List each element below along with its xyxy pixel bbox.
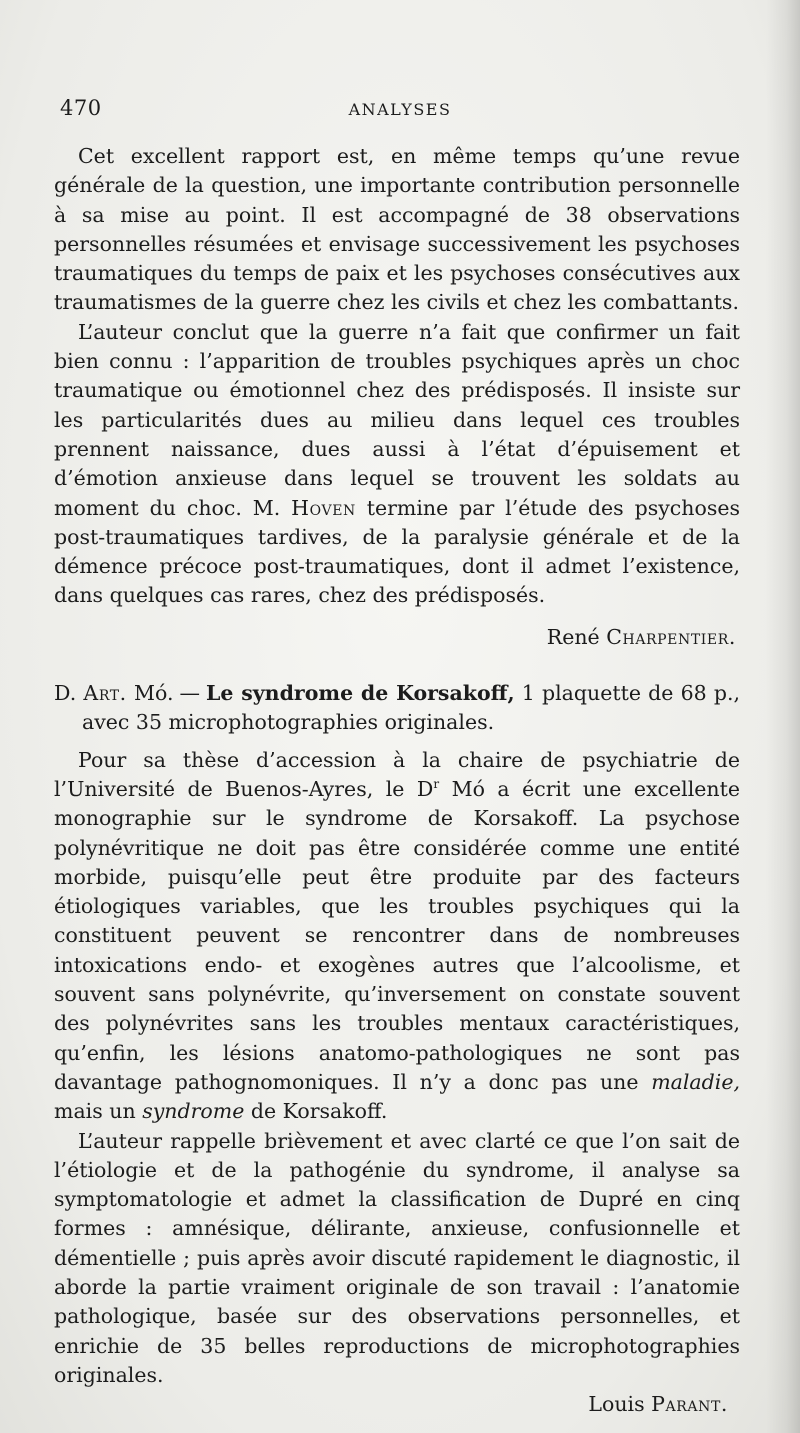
entry-title: Le syndrome de Korsakoff, xyxy=(205,681,515,706)
review-1-paragraph-2 xyxy=(54,318,740,611)
review-2-signature xyxy=(54,1390,740,1419)
author-name-hoven: Hoven xyxy=(291,495,356,520)
entry-details: 1 plaquette de 68 p., avec 35 microphotographies originales. xyxy=(82,681,740,735)
reviewer-first-name: Louis xyxy=(588,1392,645,1417)
review-2-text-d: de Korsakoff. xyxy=(244,1099,388,1124)
reviewer-last-name: Charpentier. xyxy=(606,624,736,649)
entry-initial: D. xyxy=(54,681,77,706)
spacer xyxy=(54,738,740,746)
running-head: ANALYSES xyxy=(348,100,452,119)
entry-author-last: Mó. xyxy=(133,681,174,706)
reviewer-last-name: Parant. xyxy=(651,1392,728,1417)
review-2-text-a: Pour sa thèse d’accession à la chaire de psychiatrie de l’Université de Buenos-Ayres, le D xyxy=(54,747,740,801)
spacer xyxy=(54,652,740,679)
page-number: 470 xyxy=(60,96,102,120)
doctor-abbrev-superscript: r xyxy=(433,776,440,791)
review-1-paragraph-2-start: L’auteur conclut que la guerre n’a fait que confirmer un fait bien connu : l’apparition de troubles psychiques après un choc traumatique ou émotionnel chez des prédisposés. Il insiste sur les particularités dues au milieu dans lequel ces troubles prennent naissance, dues aussi à l’état d’épuisement et d’émotion anxieuse dans lequel se trouvent les soldats au moment du choc. M. xyxy=(54,319,740,520)
bibliographic-entry xyxy=(54,679,740,738)
reviewer-first-name: René xyxy=(546,624,600,649)
page-header xyxy=(60,96,740,130)
review-2-paragraph-2: L’auteur rappelle brièvement et avec clarté ce que l’on sait de l’étiologie et de la pathogénie du syndrome, il analyse sa symptomatologie et admet la classification de Dupré en cinq formes : amnésique, délirante, anxieuse, confusionnelle et démentielle ; puis après avoir discuté rapidement le diagnostic, il aborde la partie vraiment originale de son travail : l’anatomie pathologique, basée sur des observations personnelles, et enrichie de 35 belles reproductions de microphotographies originales. xyxy=(54,1128,740,1387)
review-2-text-b: Mó a écrit une excellente monographie sur le syndrome de Korsakoff. La psychose polynévritique ne doit pas être considérée comme une entité morbide, puisqu’elle peut être produite par des facteurs étiologiques variables, que les troubles psychiques qui la constituent peuvent se rencontrer dans de nombreuses intoxications endo- et exogènes autres que l’alcoolisme, et souvent sans polynévrite, qu’inversement on constate souvent des polynévrites sans les troubles mentaux caractéristiques, qu’enfin, les lésions anatomo-pathologiques ne sont pas davantage pathognomoniques. Il n’y a donc pas une xyxy=(54,776,740,1094)
review-1-signature xyxy=(54,623,740,652)
entry-dash: — xyxy=(179,681,200,706)
review-2-paragraph-1 xyxy=(54,746,740,1127)
page-body xyxy=(54,142,740,1419)
italic-syndrome: syndrome xyxy=(142,1099,245,1124)
review-1-paragraph-1: Cet excellent rapport est, en même temps qu’une revue générale de la question, une importante contribution personnelle à sa mise au point. Il est accompagné de 38 observations personnelles résumées et envisage successivement les psychoses traumatiques du temps de paix et les psychoses consécutives aux traumatismes de la guerre chez les civils et chez les combattants. xyxy=(54,144,740,315)
italic-maladie: maladie, xyxy=(651,1069,740,1094)
page-gutter-shadow xyxy=(766,0,800,1433)
review-1-paragraph-2-end: termine par l’étude des psychoses post-traumatiques tardives, de la paralysie générale et de la démence précoce post-traumatiques, dont il admet l’existence, dans quelques cas rares, chez des prédisposés. xyxy=(54,495,741,608)
entry-author-first: Art. xyxy=(83,681,127,706)
review-2-text-c: mais un xyxy=(54,1099,143,1124)
spacer xyxy=(54,611,740,623)
